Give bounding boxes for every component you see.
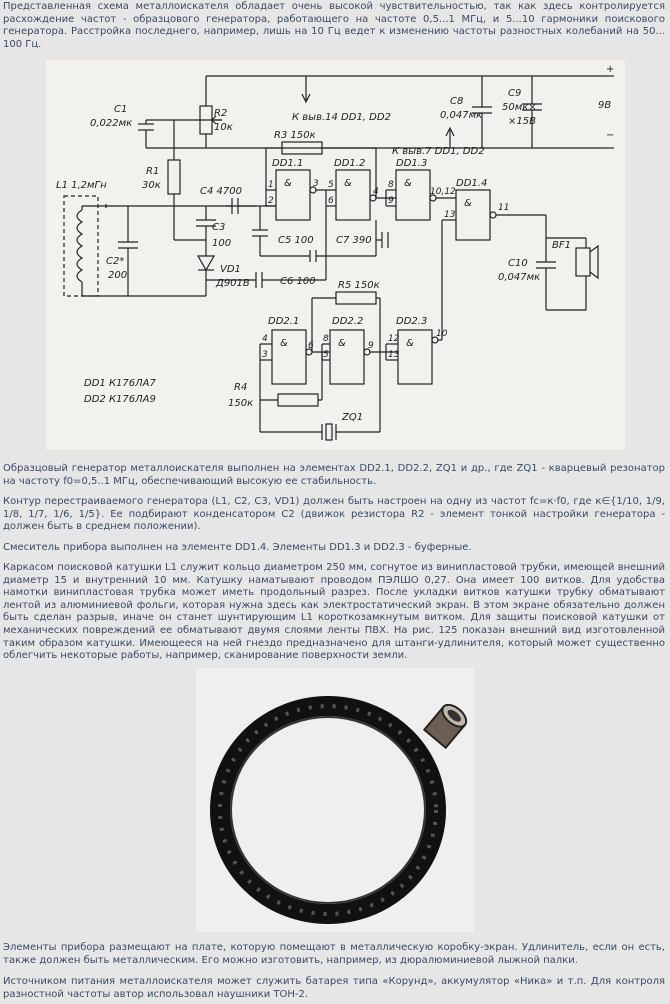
paragraph-tuned-generator: Контур перестраиваемого генератора (L1, C2, C3, VD1) должен быть настроен на одну из частот fc=к·f0, где к∈{1/10, 1/9, 1/8, 1/7, 1/6, 1/5}. Ее подбирают конденсатором C2 (движок резистора R2 - элемент тонкой настройки генератора - должен быть в среднем положении). — [3, 496, 665, 533]
label-c10: C10 — [508, 258, 528, 269]
label-c5: C5 100 — [278, 235, 314, 246]
pin-5: 5 — [328, 180, 334, 190]
legend-dd2: DD2 К176ЛА9 — [84, 394, 156, 405]
label-plus: + — [606, 64, 615, 75]
label-zq1: ZQ1 — [342, 412, 364, 423]
label-dd13: DD1.3 — [396, 158, 428, 169]
label-r2: R2 — [214, 108, 228, 119]
paragraph-search-coil: Каркасом поисковой катушки L1 служит кольцо диаметром 250 мм, согнутое из винипластовой трубки, имеющей внешний диаметр 15 и внутренний 10 мм. Катушку наматывают проводом ПЭЛШО 0,27. Она имеет 100 витков. Для удобства намотки винипластовая трубка может иметь продольный разрез. После укладки витков катушки трубку обматывают лентой из алюминиевой фольги, которая нужна здесь как электростатический экран. В этом экране обязательно должен быть сделан разрыв, иначе он станет шунтирующим L1 короткозамкнутым витком. Для защиты поисковой катушки от механических повреждений ее обматывают двумя слоями ленты ПВХ. На рис. 125 показан внешний вид изготовленной таким образом катушки. Имеющееся на ней гнездо предназначено для штанги-удлинителя, который может существенно облегчить некоторые работы, например, сканирование поверхности земли. — [3, 562, 665, 662]
label-r4: R4 — [234, 382, 248, 393]
paragraph-power: Источником питания металлоискателя может служить батарея типа «Корунд», аккумулятор «Ника» и т.п. Для контроля разностной частоты автор использовал наушники ТОН-2. — [3, 976, 665, 1000]
label-c6: C6 100 — [280, 276, 316, 287]
pin-10-12: 10,12 — [430, 187, 456, 197]
pin-11: 11 — [498, 203, 510, 213]
label-c2: C2* — [106, 256, 125, 267]
paragraph-mixer: Смеситель прибора выполнен на элементе DD1.4. Элементы DD1.3 и DD2.3 - буферные. — [3, 542, 472, 553]
pin-1: 1 — [268, 180, 274, 190]
pin-6: 6 — [328, 196, 334, 206]
paragraph-intro: Представленная схема металлоискателя обладает очень высокой чувствительностью, так как здесь контролируется расхождение частот - образцового генератора, работающего на частоте 0,5...1 МГц, и 5...10 гармоники поискового генератора. Расстройка последнего, например, лишь на 10 Гц ведет к изменению частоты разностных колебаний на 50... 100 Гц. — [3, 1, 665, 50]
label-vd1: VD1 — [220, 264, 241, 275]
label-c3-value: 100 — [212, 238, 232, 249]
label-pin7: К выв.7 DD1, DD2 — [392, 146, 485, 157]
pin-13: 13 — [444, 210, 456, 220]
label-c9: C9 — [508, 88, 522, 99]
pin-dd23-12: 12 — [388, 334, 400, 344]
label-minus: − — [606, 130, 615, 141]
paragraph-placement: Элементы прибора размещают на плате, которую помещают в металлическую коробку-экран. Удлинитель, если он есть, также должен быть металлическим. Его можно изготовить, например, из дюралюминиевой лыжной палки. — [3, 942, 665, 966]
label-dd11: DD1.1 — [272, 158, 304, 169]
label-r1-value: 30к — [142, 180, 161, 191]
label-c4: C4 4700 — [200, 186, 242, 197]
amp-dd14: & — [464, 198, 472, 209]
amp-dd12: & — [344, 178, 352, 189]
pin-9: 9 — [388, 196, 394, 206]
pin-4: 4 — [373, 187, 379, 197]
label-bf1: BF1 — [552, 240, 571, 251]
pin-dd22-8: 8 — [323, 334, 329, 344]
circuit-schematic — [46, 60, 625, 450]
amp-dd11: & — [284, 178, 292, 189]
label-r5: R5 150к — [338, 280, 380, 291]
label-c9-value2: ×15В — [508, 116, 536, 127]
label-r3: R3 150к — [274, 130, 316, 141]
legend-dd1: DD1 К176ЛА7 — [84, 378, 156, 389]
label-pin14: К выв.14 DD1, DD2 — [292, 112, 391, 123]
label-vd1-value: Д901В — [216, 278, 250, 289]
pin-dd21-3: 3 — [262, 350, 268, 360]
label-c10-value: 0,047мк — [498, 272, 541, 283]
label-c7: C7 390 — [336, 235, 372, 246]
amp-dd13: & — [404, 178, 412, 189]
pin-dd22-9: 9 — [368, 341, 374, 351]
label-c1: C1 — [114, 104, 128, 115]
pin-dd21-6: 6 — [308, 341, 314, 351]
pin-dd21-4: 4 — [262, 334, 268, 344]
label-dd22: DD2.2 — [332, 316, 364, 327]
label-c1-value: 0,022мк — [90, 118, 133, 129]
label-c3: C3 — [212, 222, 226, 233]
label-r2-value: 10к — [214, 122, 233, 133]
label-r1: R1 — [146, 166, 160, 177]
pin-2: 2 — [268, 196, 274, 206]
search-coil-photo — [196, 668, 474, 932]
amp-dd22: & — [338, 338, 346, 349]
label-r4-value: 150к — [228, 398, 254, 409]
label-c2-value: 200 — [108, 270, 128, 281]
label-dd21: DD2.1 — [268, 316, 300, 327]
label-c9-value: 50мк× — [502, 102, 537, 113]
pin-dd23-10: 10 — [436, 329, 448, 339]
pin-3: 3 — [313, 179, 319, 189]
label-dd23: DD2.3 — [396, 316, 428, 327]
paragraph-reference-generator: Образцовый генератор металлоискателя выполнен на элементах DD2.1, DD2.2, ZQ1 и др., где ZQ1 - кварцевый резонатор на частоту f0=0,5..1 МГц, обеспечивающий высокую ее стабильность. — [3, 463, 665, 487]
label-c8-value: 0,047мк — [440, 110, 483, 121]
pin-dd22-5: 5 — [323, 350, 329, 360]
amp-dd21: & — [280, 338, 288, 349]
label-c8: C8 — [450, 96, 464, 107]
pin-dd23-13: 13 — [388, 350, 400, 360]
pin-8: 8 — [388, 180, 394, 190]
label-dd12: DD1.2 — [334, 158, 366, 169]
label-9v: 9В — [598, 100, 612, 111]
amp-dd23: & — [406, 338, 414, 349]
label-dd14: DD1.4 — [456, 178, 488, 189]
label-l1: L1 1,2мГн — [56, 180, 107, 191]
